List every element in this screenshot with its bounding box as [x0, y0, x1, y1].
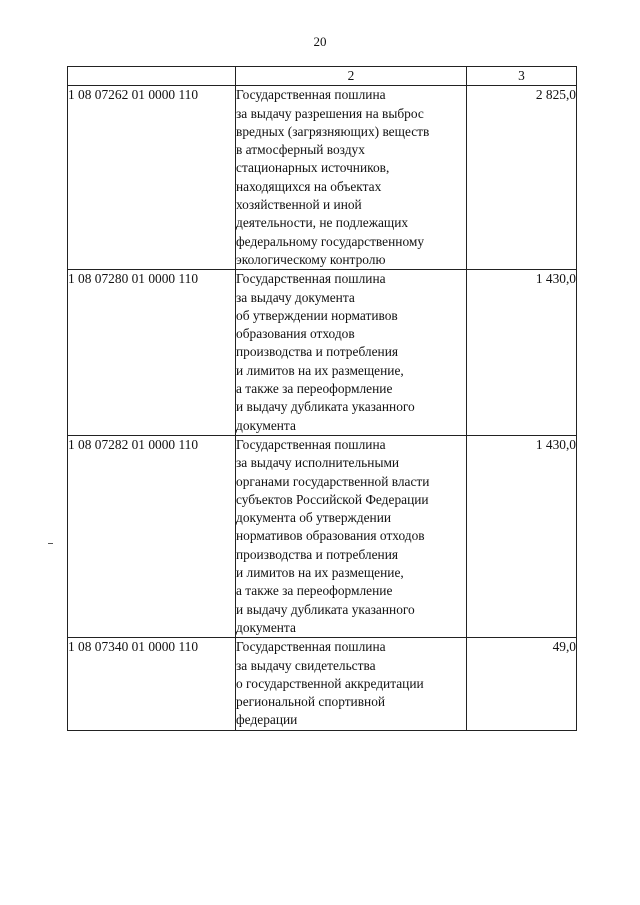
description-line: за выдачу документа: [236, 289, 355, 305]
description-line: федерации: [236, 712, 298, 728]
fees-table: [67, 66, 577, 731]
fee-amount: 2 825,0: [467, 86, 577, 270]
description-line: за выдачу разрешения на выброс: [236, 105, 424, 121]
description-line: и лимитов на их размещение,: [236, 362, 404, 378]
description-line: документа: [236, 417, 296, 433]
table-row: [68, 435, 577, 637]
header-col-3: 3: [467, 67, 577, 86]
description-line: субъектов Российской Федерации: [236, 491, 429, 507]
description-line: производства и потребления: [236, 546, 399, 562]
fee-amount: 49,0: [467, 638, 577, 730]
description-line: Государственная пошлина: [236, 639, 386, 655]
fee-amount: 1 430,0: [467, 270, 577, 436]
description-line: а также за переоформление: [236, 583, 393, 599]
classification-code: 1 08 07280 01 0000 110: [68, 270, 236, 436]
description-line: федеральному государственному: [236, 233, 425, 249]
description-line: за выдачу свидетельства: [236, 657, 376, 673]
description-line: и выдачу дубликата указанного: [236, 399, 415, 415]
fee-amount: 1 430,0: [467, 435, 577, 637]
classification-code: 1 08 07340 01 0000 110: [68, 638, 236, 730]
description-line: стационарных источников,: [236, 160, 390, 176]
classification-code: 1 08 07262 01 0000 110: [68, 86, 236, 270]
description-line: нормативов образования отходов: [236, 528, 425, 544]
table-row: [68, 638, 577, 730]
description-line: хозяйственной и иной: [236, 197, 362, 213]
description-line: а также за переоформление: [236, 381, 393, 397]
description-line: Государственная пошлина: [236, 271, 386, 287]
description-line: документа об утверждении: [236, 510, 392, 526]
table-body: [68, 86, 577, 730]
description-line: об утверждении нормативов: [236, 307, 398, 323]
description-line: органами государственной власти: [236, 473, 430, 489]
description-line: экологическому контролю: [236, 251, 386, 267]
header-col-2: 2: [236, 67, 467, 86]
description-line: находящихся на объектах: [236, 178, 382, 194]
description-line: Государственная пошлина: [236, 436, 386, 452]
description-line: Государственная пошлина: [236, 87, 386, 103]
description-line: за выдачу исполнительными: [236, 455, 400, 471]
table-header-row: [68, 67, 577, 86]
description-line: вредных (загрязняющих) веществ: [236, 123, 430, 139]
page-number: 20: [313, 34, 327, 49]
fee-description: [236, 270, 467, 436]
description-line: образования отходов: [236, 326, 355, 342]
fee-description: [236, 435, 467, 637]
table-row: [68, 270, 577, 436]
description-line: о государственной аккредитации: [236, 675, 424, 691]
description-line: деятельности, не подлежащих: [236, 215, 409, 231]
description-line: производства и потребления: [236, 344, 399, 360]
description-line: в атмосферный воздух: [236, 142, 365, 158]
fee-description: [236, 638, 467, 730]
description-line: и выдачу дубликата указанного: [236, 601, 415, 617]
header-col-1: [68, 67, 236, 86]
table-row: [68, 86, 577, 270]
fee-description: [236, 86, 467, 270]
description-line: и лимитов на их размещение,: [236, 565, 404, 581]
margin-mark: [48, 543, 53, 544]
description-line: региональной спортивной: [236, 694, 386, 710]
description-line: документа: [236, 619, 296, 635]
classification-code: 1 08 07282 01 0000 110: [68, 435, 236, 637]
